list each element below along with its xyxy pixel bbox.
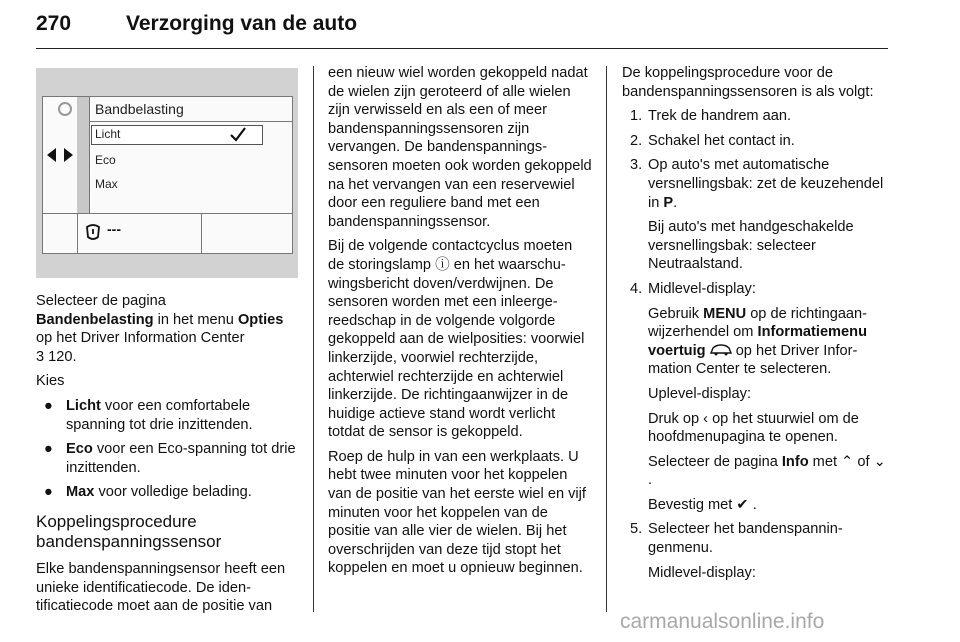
step-4: 4. Midlevel-display: bbox=[630, 280, 756, 297]
page-reference: 3 120. bbox=[36, 348, 77, 365]
step-4-confirm: Bevestig met ✔ . bbox=[648, 496, 757, 513]
column-2 bbox=[328, 64, 592, 584]
intro-term: Opties bbox=[237, 311, 284, 328]
step-4-select bbox=[622, 453, 890, 490]
list-item: ● Eco voor een Eco-spanning tot drie inzittenden. bbox=[44, 441, 296, 476]
item-text: voor volledige belading. bbox=[94, 484, 252, 501]
option-eco: Eco bbox=[95, 153, 116, 167]
tpms-warning-icon bbox=[83, 223, 103, 243]
kies-label: Kies bbox=[36, 373, 65, 390]
step-text: met ⌃ of ⌄ . bbox=[648, 453, 886, 489]
step-text: Selecteer het bandenspanningenmenu. bbox=[648, 521, 843, 557]
intro-text: in het menu bbox=[153, 311, 238, 328]
step-text: Selecteer de pagina bbox=[648, 453, 782, 470]
item-term: Licht bbox=[66, 397, 101, 414]
list-item: ● Max voor volledige belading. bbox=[44, 484, 252, 501]
column-divider bbox=[313, 66, 314, 612]
status-value: --- bbox=[107, 221, 121, 237]
body-paragraph: een nieuw wiel worden gekoppeld nadat de wielen zijn geroteerd of alle wielen zijn verwisseld en als een of meer bandenspanningssensoren zijn vervangen. De bandenspanningssensoren moeten ook worden gekoppeld na het vervangen van een reservewiel door een reguliere band met een bandenspanningssensor. bbox=[328, 65, 592, 230]
step-text: Schakel het contact in. bbox=[648, 132, 795, 149]
body-paragraph: Bij de volgende contactcyclus moeten de storingslamp ⓘ en het waarschuwingsbericht doven/verdwijnen. De sensoren worden met een inleergereedschap in de volgende volgorde gekoppeld aan de wielposities: voorwiel linkerzijde, voorwiel rechterzijde, achterwiel rechterzijde en achterwiel linkerzijde. De richtingaanwijzer in de huidige actieve stand wordt verlicht totdat de sensor is gekoppeld. bbox=[328, 238, 585, 441]
tire-icon bbox=[57, 101, 73, 117]
status-cell bbox=[43, 213, 78, 253]
step-text: Trek de handrem aan. bbox=[648, 108, 792, 125]
body-paragraph: Roep de hulp in van een werkplaats. U hebt twee minuten voor het koppelen van de positie van het eerste wiel en vijf minuten voor het koppelen van de positie van alle vier de wielen. Bij het overschrijden van deze tijd stopt het koppelen en moet u opnieuw beginnen. bbox=[328, 448, 586, 577]
page-header bbox=[36, 8, 888, 49]
step-text: Midlevel-display: bbox=[648, 280, 756, 297]
screen-title-text: Bandbelasting bbox=[95, 101, 184, 117]
gear-position: P bbox=[663, 194, 674, 211]
menu-term: Info bbox=[781, 453, 809, 470]
item-term: Eco bbox=[66, 441, 93, 458]
page-number: 270 bbox=[36, 12, 72, 35]
section-heading bbox=[36, 512, 298, 552]
option-licht: Licht bbox=[95, 127, 121, 141]
column-1 bbox=[36, 292, 298, 622]
page-title: Verzorging van de auto bbox=[126, 12, 358, 35]
option-max: Max bbox=[95, 177, 118, 191]
uplevel-label: Uplevel-display: bbox=[648, 385, 752, 402]
step-5-sub: Midlevel-display: bbox=[648, 564, 756, 581]
step-3: 3. Op auto's met automatische versnellingsbak: zet de keuzehendel in P. bbox=[630, 157, 884, 211]
step-text: Op auto's met automatische versnellingsbak: zet de keuzehendel in bbox=[648, 157, 884, 211]
display-figure bbox=[36, 68, 298, 278]
heading-line: bandenspanningssensor bbox=[36, 531, 222, 551]
step-text: Gebruik bbox=[648, 305, 704, 322]
display-screen bbox=[42, 96, 293, 254]
step-text: op de richtingaanwijzerhendel om bbox=[648, 305, 868, 341]
watermark: carmanualsonline.info bbox=[620, 610, 825, 633]
body-paragraph: Elke bandenspanningsensor heeft een unieke identificatiecode. De identificatiecode moet aan de positie van bbox=[36, 560, 286, 615]
step-text: op het Driver Information Center te selecteren. bbox=[648, 342, 858, 378]
item-text: voor een comfortabele spanning tot drie inzittenden. bbox=[66, 397, 253, 433]
heading-line: Koppelingsprocedure bbox=[36, 511, 197, 531]
item-term: Max bbox=[66, 484, 95, 501]
step-4-druk: Druk op ‹ op het stuurwiel om de hoofdmenupagina te openen. bbox=[648, 410, 859, 446]
item-text: voor een Eco-spanning tot drie inzittenden. bbox=[66, 441, 296, 476]
intro-text: op het Driver Information Center bbox=[36, 330, 245, 347]
step-3-sub: Bij auto's met handgeschakelde versnellingsbak: selecteer Neutraalstand. bbox=[648, 219, 854, 273]
column-3 bbox=[622, 64, 890, 588]
column-divider bbox=[606, 66, 607, 612]
intro-text: Selecteer de pagina bbox=[36, 293, 166, 309]
intro-term: Bandenbelasting bbox=[36, 311, 154, 328]
menu-term: MENU bbox=[703, 305, 747, 322]
checkmark-icon bbox=[229, 126, 247, 142]
intro-paragraph: De koppelingsprocedure voor de bandenspanningssensoren is als volgt: bbox=[622, 65, 874, 100]
screen-title bbox=[89, 97, 292, 122]
step-1: 1. Trek de handrem aan. bbox=[630, 108, 792, 125]
list-item: ● Licht voor een comfortabele spanning tot drie inzittenden. bbox=[44, 397, 253, 433]
step-2: 2. Schakel het contact in. bbox=[630, 132, 795, 149]
step-4-detail bbox=[622, 305, 890, 379]
car-icon bbox=[710, 344, 732, 356]
intro-paragraph bbox=[36, 292, 298, 366]
menu-term: Informatiemenu voertuig bbox=[648, 324, 867, 359]
step-5: 5. Selecteer het bandenspanningenmenu. bbox=[630, 521, 843, 557]
